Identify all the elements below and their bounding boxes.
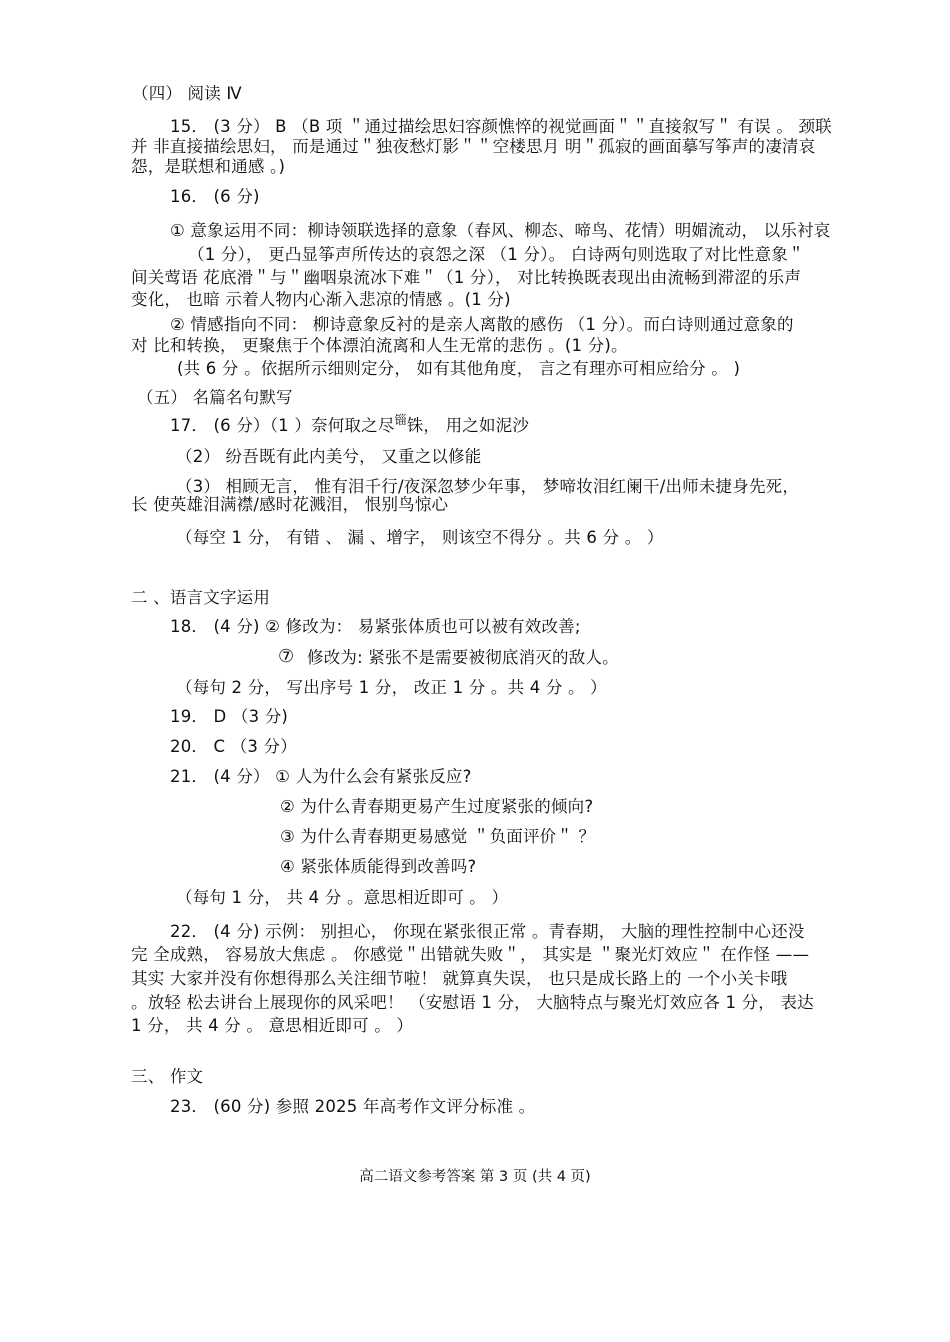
q20-answer: 20． C （3 分） xyxy=(170,737,297,756)
q18-line-1: 18． (4 分) ② 修改为： 易紧张体质也可以被有效改善; xyxy=(170,617,581,636)
q17-line-4: 长 使英雄泪满襟/感时花溅泪， 恨别鸟惊心 xyxy=(131,495,449,514)
q15-line-3: 怨，是联想和通感 。) xyxy=(131,157,286,176)
q16-heading: 16． (6 分) xyxy=(170,187,260,206)
q17-line-2: （2） 纷吾既有此内美兮， 又重之以修能 xyxy=(176,447,482,466)
q15-line-1: 15． (3 分） B （B 项 ＂通过描绘思妇容颜憔悴的视觉画面＂＂直接叙写＂ 有误 。 颈联 xyxy=(170,117,832,136)
q23-answer: 23． (60 分) 参照 2025 年高考作文评分标准 。 xyxy=(170,1097,536,1116)
q16-line-5: ② 情感指向不同： 柳诗意象反衬的是亲人离散的感伤 （1 分）。而白诗则通过意象的 xyxy=(170,315,794,334)
section-heading-reading: （四） 阅读 Ⅳ xyxy=(132,84,242,103)
q16-line-3: 间关莺语 花底滑＂与＂幽咽泉流冰下难＂（1 分）， 对比转换既表现出由流畅到滞涩的乐声 xyxy=(131,268,802,287)
page-footer: 高二语文参考答案 第 3 页 (共 4 页) xyxy=(359,1169,591,1185)
q16-line-2: （1 分）， 更凸显筝声所传达的哀怨之深 （1 分）。 白诗两句则选取了对比性意象＂ xyxy=(188,245,805,264)
q17-line-5: （每空 1 分， 有错 、 漏 、增字， 则该空不得分 。共 6 分 。 ） xyxy=(176,528,664,547)
q17-line-3: （3） 相顾无言， 惟有泪千行/夜深忽梦少年事， 梦啼妆泪红阑干/出师未捷身先死， xyxy=(176,477,800,496)
q16-line-6: 对 比和转换， 更聚焦于个体漂泊流离和人生无常的悲伤 。(1 分)。 xyxy=(131,336,628,355)
q18-line-2: 修改为: 紧张不是需要被彻底消灭的敌人。 xyxy=(307,648,619,667)
q18-line-2-mark: ⑦ xyxy=(278,646,295,667)
q22-line-4: 。放轻 松去讲台上展现你的风采吧！ （安慰语 1 分， 大脑特点与聚光灯效应各 1 分， 表达 xyxy=(131,993,814,1012)
q22-line-2: 完 全成熟， 容易放大焦虑 。 你感觉＂出错就失败＂， 其实是 ＂聚光灯效应＂ 在作怪 —— xyxy=(131,945,810,964)
section-heading-writing: 三、 作文 xyxy=(131,1067,204,1086)
q21-line-1: 21． (4 分） ① 人为什么会有紧张反应? xyxy=(170,767,472,786)
q17-glyph-zi: 锱 xyxy=(394,413,407,427)
q16-line-7: (共 6 分 。依据所示细则定分， 如有其他角度， 言之有理亦可相应给分 。 ) xyxy=(177,359,741,378)
q18-line-3: （每句 2 分， 写出序号 1 分， 改正 1 分 。共 4 分 。 ） xyxy=(176,678,607,697)
q17-line-1 xyxy=(170,413,530,437)
q16-line-1: ① 意象运用不同：柳诗领联选择的意象（春风、柳态、啼鸟、花情）明媚流动， 以乐衬哀 xyxy=(170,221,831,240)
q15-line-2: 并 非直接描绘思妇， 而是通过＂独夜愁灯影＂＂空楼思月 明＂孤寂的画面摹写筝声的凄清哀 xyxy=(131,137,816,156)
q16-line-4: 变化， 也暗 示着人物内心渐入悲凉的情感 。(1 分) xyxy=(131,290,511,309)
section-heading-language: 二 、语言文字运用 xyxy=(131,588,271,607)
section-heading-famous-lines: （五） 名篇名句默写 xyxy=(137,388,293,407)
q21-line-5: （每句 1 分， 共 4 分 。意思相近即可 。 ） xyxy=(176,888,509,907)
q21-line-2: ② 为什么青春期更易产生过度紧张的倾向? xyxy=(280,797,594,816)
q17-line-1-part-c: 铢， 用之如泥沙 xyxy=(406,416,530,435)
q17-line-1-part-a: 17． (6 分）（1 ）奈何取之尽 xyxy=(170,416,395,435)
q22-line-5: 1 分， 共 4 分 。 意思相近即可 。 ） xyxy=(131,1016,414,1035)
q21-line-4: ④ 紧张体质能得到改善吗? xyxy=(280,857,477,876)
q22-line-3: 其实 大家并没有你想得那么关注细节啦！ 就算真失误， 也只是成长路上的 一个小关卡哦 xyxy=(131,969,788,988)
q19-answer: 19． D （3 分) xyxy=(170,707,289,726)
q22-line-1: 22． (4 分) 示例： 别担心， 你现在紧张很正常 。青春期， 大脑的理性控制中心还没 xyxy=(170,922,805,941)
q21-line-3: ③ 为什么青春期更易感觉 ＂负面评价＂ ？ xyxy=(280,827,596,846)
